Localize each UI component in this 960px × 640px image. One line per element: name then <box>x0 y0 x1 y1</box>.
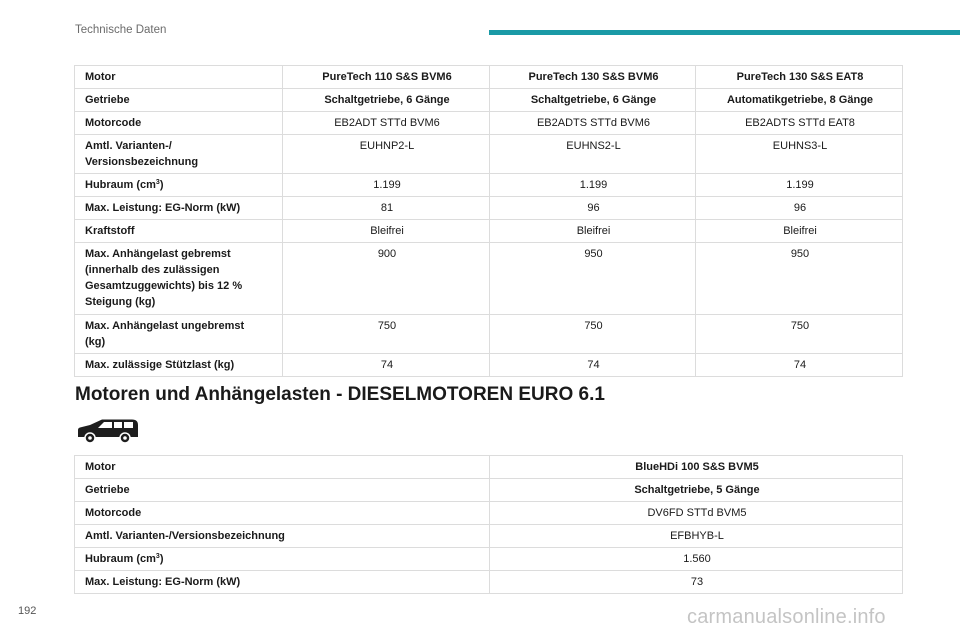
cell-value: 950 <box>490 243 696 315</box>
cell-value: 750 <box>696 315 903 354</box>
diesel-engine-spec-table <box>74 455 903 594</box>
row-label: Amtl. Varianten-/ Versionsbezeichnung <box>75 135 283 174</box>
cell-value: 1.199 <box>490 174 696 197</box>
cell-value: Automatikgetriebe, 8 Gänge <box>696 89 903 112</box>
cell-value: 900 <box>283 243 490 315</box>
cell-value: 96 <box>696 197 903 220</box>
row-label: Max. Anhängelast ungebremst (kg) <box>75 315 283 354</box>
header-accent-bar <box>489 30 960 35</box>
row-label: Amtl. Varianten-/Versionsbezeichnung <box>75 525 490 548</box>
cell-value: DV6FD STTd BVM5 <box>490 502 903 525</box>
cell-value: 74 <box>696 354 903 377</box>
section-title: Motoren und Anhängelasten - DIESELMOTOREN EURO 6.1 <box>75 384 605 405</box>
cell-value: EUHNS2-L <box>490 135 696 174</box>
table-row <box>75 525 903 548</box>
row-label: Hubraum $(cm^3)$ <box>75 548 490 571</box>
petrol-engine-spec-table <box>74 65 903 377</box>
van-icon <box>76 418 140 444</box>
cell-value: 96 <box>490 197 696 220</box>
cell-value: EB2ADT STTd BVM6 <box>283 112 490 135</box>
cell-value: Schaltgetriebe, 5 Gänge <box>490 479 903 502</box>
table-row <box>75 66 903 89</box>
table-row <box>75 315 903 354</box>
cell-value: Schaltgetriebe, 6 Gänge <box>283 89 490 112</box>
cell-value: PureTech 130 S&S BVM6 <box>490 66 696 89</box>
table-row <box>75 89 903 112</box>
cell-value: Bleifrei <box>283 220 490 243</box>
cell-value: EFBHYB-L <box>490 525 903 548</box>
cell-value: Bleifrei <box>490 220 696 243</box>
cell-value: 1.560 <box>490 548 903 571</box>
row-label: Motor <box>75 66 283 89</box>
row-label: Max. Anhängelast gebremst (innerhalb des zulässigen Gesamtzuggewichts) bis 12 % Steigung (kg) <box>75 243 283 315</box>
cell-value: 750 <box>490 315 696 354</box>
row-label: Max. Leistung: EG-Norm (kW) <box>75 571 490 594</box>
row-label: Motorcode <box>75 112 283 135</box>
row-label: Kraftstoff <box>75 220 283 243</box>
table-row <box>75 354 903 377</box>
table-row <box>75 548 903 571</box>
table-row <box>75 479 903 502</box>
table-row <box>75 112 903 135</box>
row-label: Getriebe <box>75 479 490 502</box>
cell-value: 74 <box>490 354 696 377</box>
cell-value: Schaltgetriebe, 6 Gänge <box>490 89 696 112</box>
row-label: Hubraum $(cm^3)$ <box>75 174 283 197</box>
table-row <box>75 220 903 243</box>
running-header: Technische Daten <box>75 24 167 36</box>
page-number: 192 <box>18 605 37 617</box>
row-label: Motor <box>75 456 490 479</box>
watermark: carmanualsonline.info <box>687 606 886 628</box>
table-row <box>75 456 903 479</box>
cell-value: 750 <box>283 315 490 354</box>
table-row <box>75 502 903 525</box>
cell-value: 1.199 <box>283 174 490 197</box>
row-label: Motorcode <box>75 502 490 525</box>
cell-value: 73 <box>490 571 903 594</box>
cell-value: EB2ADTS STTd EAT8 <box>696 112 903 135</box>
cell-value: 1.199 <box>696 174 903 197</box>
cell-value: 74 <box>283 354 490 377</box>
row-label: Max. Leistung: EG-Norm (kW) <box>75 197 283 220</box>
cell-value: 950 <box>696 243 903 315</box>
cell-value: BlueHDi 100 S&S BVM5 <box>490 456 903 479</box>
cell-value: PureTech 110 S&S BVM6 <box>283 66 490 89</box>
table-row <box>75 174 903 197</box>
cell-value: EUHNP2-L <box>283 135 490 174</box>
table-row <box>75 135 903 174</box>
cell-value: EB2ADTS STTd BVM6 <box>490 112 696 135</box>
row-label: Max. zulässige Stützlast (kg) <box>75 354 283 377</box>
cell-value: EUHNS3-L <box>696 135 903 174</box>
table-row <box>75 243 903 315</box>
cell-value: 81 <box>283 197 490 220</box>
cell-value: PureTech 130 S&S EAT8 <box>696 66 903 89</box>
row-label: Getriebe <box>75 89 283 112</box>
cell-value: Bleifrei <box>696 220 903 243</box>
table-row <box>75 571 903 594</box>
table-row <box>75 197 903 220</box>
